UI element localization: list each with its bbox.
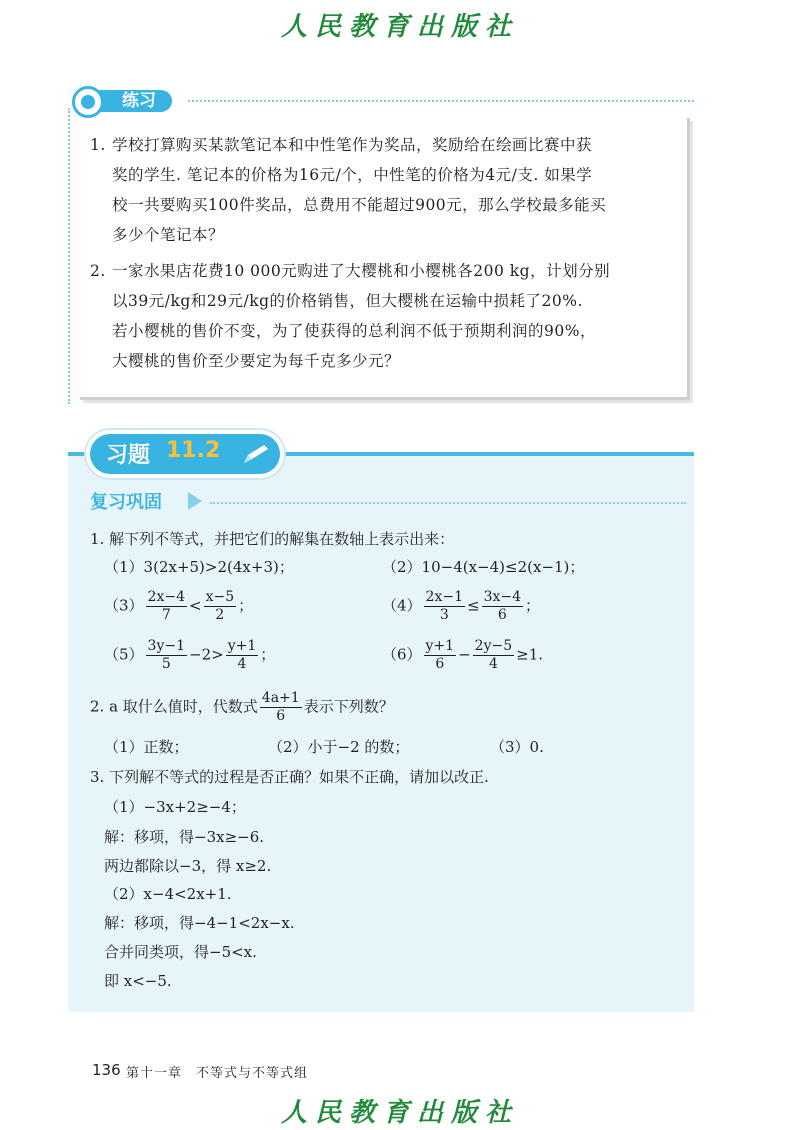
problem-3-line: （1）−3x+2≥−4；: [104, 798, 246, 816]
exercise-title: [90, 434, 280, 474]
chapter-title: 第十一章 不等式与不等式组: [126, 1066, 309, 1081]
pencil-icon: [240, 443, 270, 465]
divider: [68, 108, 70, 404]
problem-3-line: 合并同类项，得−5<x.: [104, 943, 257, 961]
practice-label: 练习: [74, 90, 172, 112]
arrow-right-icon: [188, 492, 202, 510]
section-heading: 复习巩固: [90, 492, 162, 513]
practice-question-2: 2. 一家水果店花费10 000元购进了大樱桃和小樱桃各200 kg，计划分别 以39元/kg和29元/kg的价格销售，但大樱桃在运输中损耗了20%. 若小樱桃的售价不变，为了使获得的总利润不低于预期利润的90%， 大樱桃的售价至少要定为每千克多少元？: [90, 262, 611, 370]
exercise-title-text: 习题: [106, 443, 151, 468]
problem-1-item-1: （1）3(2x+5)>2(4x+3)；: [104, 558, 294, 576]
practice-question-1: 1. 学校打算购买某款笔记本和中性笔作为奖品，奖励给在绘画比赛中获 奖的学生. 笔记本的价格为16元/个，中性笔的价格为4元/支. 如果学 校一共要购买100件奖品，总费用不能超过900元，那么学校最多能买 多少个笔记本？: [90, 136, 607, 244]
problem-3-stem: 3. 下列解不等式的过程是否正确？如果不正确，请加以改正.: [90, 768, 489, 786]
page-number: 136: [92, 1061, 121, 1079]
publisher-logo-top: 人民教育出版社: [280, 12, 519, 42]
problem-3-line: 解：移项，得−4−1<2x−x.: [104, 914, 295, 932]
problem-2-option-1: （1）正数；: [104, 738, 189, 756]
problem-2-stem: 2. a 取什么值时，代数式 $\frac{4a+1}{6}$ 表示下列数？: [90, 690, 394, 724]
pencil-badge-icon: [72, 86, 104, 118]
problem-1-item-2: （2）10−4(x−4)≤2(x−1)；: [382, 558, 585, 576]
problem-3-line: 即 x<−5.: [104, 972, 172, 990]
publisher-logo-bottom: 人民教育出版社: [280, 1098, 519, 1128]
problem-3-line: 两边都除以−3，得 x≥2.: [104, 857, 272, 875]
divider: [188, 100, 694, 102]
problem-1-item-5: （5） $\frac{3y-1}{5}$ −2> $\frac{y+1}{4}$ ；: [104, 638, 276, 672]
problem-3-line: 解：移项，得−3x≥−6.: [104, 828, 265, 846]
problem-2-option-3: （3）0.: [490, 738, 544, 756]
problem-1-item-6: （6） $\frac{y+1}{6}$ − $\frac{2y-5}{4}$ ≥1.: [382, 638, 544, 672]
problem-1-stem: 1. 解下列不等式，并把它们的解集在数轴上表示出来：: [90, 530, 455, 548]
problem-3-line: （2）x−4<2x+1.: [104, 885, 232, 903]
exercise-number: 11.2: [166, 438, 221, 463]
problem-1-item-4: （4） $\frac{2x-1}{3}$ ≤ $\frac{3x-4}{6}$ ；: [382, 589, 541, 623]
problem-2-option-2: （2）小于−2 的数；: [268, 738, 410, 756]
divider: [210, 502, 686, 504]
problem-1-item-3: （3） $\frac{2x-4}{7}$ < $\frac{x-5}{2}$ ；: [104, 589, 254, 623]
